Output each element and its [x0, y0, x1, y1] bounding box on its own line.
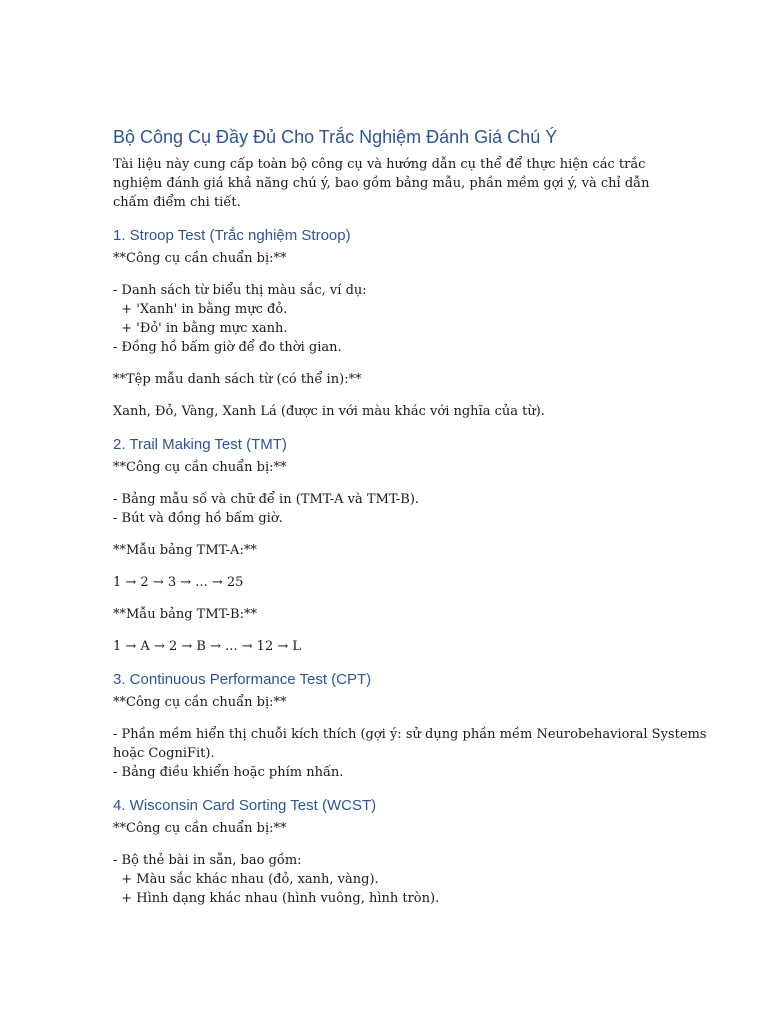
section-gap	[113, 421, 658, 435]
text-line: - Bảng điều khiển hoặc phím nhấn.	[113, 765, 344, 780]
text-line: + Màu sắc khác nhau (đỏ, xanh, vàng).	[113, 872, 379, 887]
paragraph-gap	[113, 712, 658, 725]
text-line: 1 → 2 → 3 → ... → 25	[113, 575, 244, 590]
text-line: **Mẫu bảng TMT-B:**	[113, 607, 257, 622]
text-line: - Đồng hồ bấm giờ để đo thời gian.	[113, 340, 342, 355]
section-gap	[113, 782, 658, 796]
document-body	[113, 125, 707, 908]
text-line: Xanh, Đỏ, Vàng, Xanh Lá (được in với màu khác với nghĩa của từ).	[113, 404, 545, 419]
section-heading: 3. Continuous Performance Test (CPT)	[113, 671, 372, 688]
section	[113, 796, 658, 908]
paragraph-gap	[113, 477, 658, 490]
document-title: Bộ Công Cụ Đầy Đủ Cho Trắc Nghiệm Đánh Giá Chú Ý	[113, 127, 558, 147]
text-line: **Công cụ cần chuẩn bị:**	[113, 460, 287, 475]
text-line: hoặc CogniFit).	[113, 746, 215, 761]
text-line: **Mẫu bảng TMT-A:**	[113, 543, 257, 558]
text-line: - Bút và đồng hồ bấm giờ.	[113, 511, 283, 526]
text-line: **Công cụ cần chuẩn bị:**	[113, 251, 287, 266]
text-line: 1 → A → 2 → B → ... → 12 → L	[113, 639, 301, 654]
paragraph-gap	[113, 624, 658, 637]
sections-container	[113, 226, 707, 908]
text-line: **Công cụ cần chuẩn bị:**	[113, 821, 287, 836]
text-line: + 'Đỏ' in bằng mực xanh.	[113, 321, 288, 336]
paragraph-gap	[113, 268, 658, 281]
section	[113, 226, 658, 435]
text-line: **Công cụ cần chuẩn bị:**	[113, 695, 287, 710]
section	[113, 670, 707, 796]
paragraph-gap	[113, 528, 658, 541]
text-line: + Hình dạng khác nhau (hình vuông, hình tròn).	[113, 891, 440, 906]
text-line: - Phần mềm hiển thị chuỗi kích thích (gợi ý: sử dụng phần mềm Neurobehavioral Systems	[113, 727, 707, 742]
section-gap	[113, 656, 658, 670]
text-line: - Danh sách từ biểu thị màu sắc, ví dụ:	[113, 283, 367, 298]
text-line: - Bộ thẻ bài in sẵn, bao gồm:	[113, 853, 302, 868]
paragraph-gap	[113, 592, 658, 605]
text-line: + 'Xanh' in bằng mực đỏ.	[113, 302, 288, 317]
section-heading: 1. Stroop Test (Trắc nghiệm Stroop)	[113, 227, 351, 244]
section-heading: 2. Trail Making Test (TMT)	[113, 436, 287, 453]
section-heading: 4. Wisconsin Card Sorting Test (WCST)	[113, 797, 377, 814]
paragraph-gap	[113, 357, 658, 370]
text-line: - Bảng mẫu số và chữ để in (TMT-A và TMT-B).	[113, 492, 420, 507]
section	[113, 435, 658, 670]
intro-paragraph: Tài liệu này cung cấp toàn bộ công cụ và hướng dẫn cụ thể để thực hiện các trắc nghiệm đánh giá khả năng chú ý, bao gồm bảng mẫu, phần mềm gợi ý, và chỉ dẫn chấm điểm chi tiết.	[113, 157, 650, 210]
text-line: **Tệp mẫu danh sách từ (có thể in):**	[113, 372, 362, 387]
paragraph-gap	[113, 389, 658, 402]
paragraph-gap	[113, 560, 658, 573]
paragraph-gap	[113, 838, 658, 851]
